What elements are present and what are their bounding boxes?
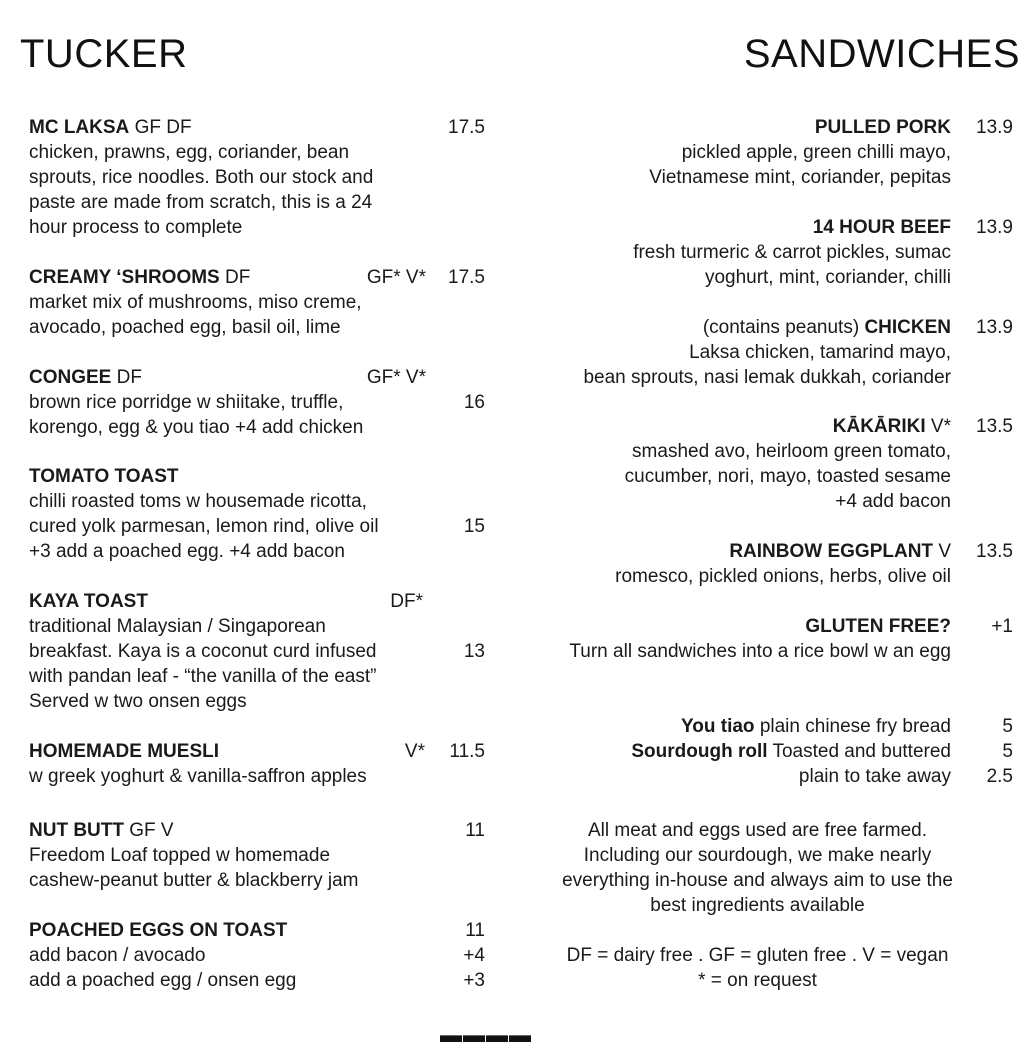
menu-item-desc: bean sprouts, nasi lemak dukkah, coriander bbox=[583, 367, 951, 388]
menu-item-desc: chilli roasted toms w housemade ricotta, bbox=[29, 491, 367, 512]
menu-item-desc: cucumber, nori, mayo, toasted sesame bbox=[624, 466, 951, 487]
menu-item-gluten-free-price: +1 bbox=[991, 616, 1013, 637]
dietary-legend: DF = dairy free . GF = gluten free . V = vegan bbox=[566, 945, 949, 966]
extra-item-takeaway: plain to take away bbox=[798, 766, 951, 787]
dietary-legend-note: * = on request bbox=[698, 970, 817, 991]
menu-item-creamy-shrooms-price: 17.5 bbox=[448, 267, 485, 288]
menu-item-mc-laksa-price: 17.5 bbox=[448, 117, 485, 138]
menu-item-chicken-name: (contains peanuts) CHICKEN bbox=[702, 317, 951, 338]
cropped-heading-fragment: ▬▬▬▬ bbox=[440, 1022, 532, 1047]
menu-item-desc: chicken, prawns, egg, coriander, bean bbox=[29, 142, 350, 163]
menu-item-desc: romesco, pickled onions, herbs, olive oil bbox=[615, 566, 951, 587]
menu-item-desc: pickled apple, green chilli mayo, bbox=[681, 142, 951, 163]
menu-item-desc: with pandan leaf - “the vanilla of the east” bbox=[29, 666, 377, 687]
menu-item-desc: +3 add a poached egg. +4 add bacon bbox=[29, 541, 345, 562]
sandwiches-heading: SANDWICHES bbox=[743, 32, 1020, 76]
addon-price: +3 bbox=[463, 970, 485, 991]
menu-item-desc: add a poached egg / onsen egg bbox=[29, 970, 297, 991]
menu-item-desc: Freedom Loaf topped w homemade bbox=[29, 845, 331, 866]
extra-item-price: 5 bbox=[1002, 741, 1013, 762]
menu-item-desc: Turn all sandwiches into a rice bowl w an egg bbox=[569, 641, 951, 662]
menu-item-options: DF* bbox=[390, 591, 423, 612]
menu-item-tomato-toast-price: 15 bbox=[463, 516, 485, 537]
menu-item-kakariki-name: KĀKĀRIKI V* bbox=[832, 416, 951, 437]
menu-item-desc: Laksa chicken, tamarind mayo, bbox=[689, 342, 951, 363]
menu-item-congee-name: CONGEE DF bbox=[29, 367, 142, 388]
menu-item-desc: smashed avo, heirloom green tomato, bbox=[632, 441, 951, 462]
menu-item-desc: yoghurt, mint, coriander, chilli bbox=[704, 267, 951, 288]
menu-item-kaya-toast-price: 13 bbox=[463, 641, 485, 662]
menu-item-congee-price: 16 bbox=[463, 392, 485, 413]
extra-item-sourdough-roll: Sourdough roll Toasted and buttered bbox=[631, 741, 951, 762]
menu-item-options: GF* V* bbox=[366, 367, 426, 388]
menu-item-desc: +4 add bacon bbox=[835, 491, 951, 512]
menu-item-mc-laksa-name: MC LAKSA GF DF bbox=[29, 117, 192, 138]
menu-item-desc: w greek yoghurt & vanilla-saffron apples bbox=[29, 766, 367, 787]
menu-item-desc: sprouts, rice noodles. Both our stock and bbox=[29, 167, 374, 188]
menu-item-kakariki-price: 13.5 bbox=[976, 416, 1013, 437]
menu-item-rainbow-eggplant-price: 13.5 bbox=[976, 541, 1013, 562]
tucker-heading: TUCKER bbox=[20, 32, 188, 76]
footer-note: All meat and eggs used are free farmed. bbox=[587, 820, 928, 841]
menu-item-desc: market mix of mushrooms, miso creme, bbox=[29, 292, 362, 313]
menu-item-options: GF* V* bbox=[366, 267, 426, 288]
extra-item-price: 5 bbox=[1002, 716, 1013, 737]
menu-item-desc: fresh turmeric & carrot pickles, sumac bbox=[633, 242, 951, 263]
menu-item-homemade-muesli-price: 11.5 bbox=[449, 741, 485, 762]
footer-note: best ingredients available bbox=[650, 895, 865, 916]
extra-item-you-tiao: You tiao plain chinese fry bread bbox=[681, 716, 951, 737]
menu-item-poached-eggs-price: 11 bbox=[465, 920, 485, 941]
menu-item-desc: korengo, egg & you tiao +4 add chicken bbox=[29, 417, 364, 438]
menu-item-rainbow-eggplant-name: RAINBOW EGGPLANT V bbox=[729, 541, 951, 562]
menu-item-14-hour-beef-price: 13.9 bbox=[976, 217, 1013, 238]
menu-item-nut-butt-name: NUT BUTT GF V bbox=[29, 820, 174, 841]
menu-item-pulled-pork-price: 13.9 bbox=[976, 117, 1013, 138]
menu-item-desc: add bacon / avocado bbox=[29, 945, 206, 966]
menu-item-14-hour-beef-name: 14 HOUR BEEF bbox=[812, 217, 951, 238]
menu-item-pulled-pork-name: PULLED PORK bbox=[814, 117, 951, 138]
addon-price: +4 bbox=[463, 945, 485, 966]
menu-item-desc: traditional Malaysian / Singaporean bbox=[29, 616, 326, 637]
menu-item-desc: Vietnamese mint, coriander, pepitas bbox=[649, 167, 951, 188]
menu-item-nut-butt-price: 11 bbox=[465, 820, 485, 841]
footer-note: Including our sourdough, we make nearly bbox=[583, 845, 932, 866]
menu-item-tomato-toast-name: TOMATO TOAST bbox=[29, 466, 179, 487]
menu-item-desc: cashew-peanut butter & blackberry jam bbox=[29, 870, 359, 891]
menu-item-desc: cured yolk parmesan, lemon rind, olive oil bbox=[29, 516, 379, 537]
menu-item-desc: avocado, poached egg, basil oil, lime bbox=[29, 317, 341, 338]
menu-item-homemade-muesli-name: HOMEMADE MUESLI bbox=[29, 741, 219, 762]
menu-item-desc: breakfast. Kaya is a coconut curd infused bbox=[29, 641, 377, 662]
menu-item-desc: brown rice porridge w shiitake, truffle, bbox=[29, 392, 344, 413]
menu-item-creamy-shrooms-name: CREAMY ‘SHROOMS DF bbox=[29, 267, 251, 288]
menu-item-poached-eggs-name: POACHED EGGS ON TOAST bbox=[29, 920, 288, 941]
menu-item-desc: hour process to complete bbox=[29, 217, 243, 238]
menu-item-desc: paste are made from scratch, this is a 24 bbox=[29, 192, 373, 213]
menu-item-chicken-price: 13.9 bbox=[976, 317, 1013, 338]
menu-item-options: V* bbox=[404, 741, 425, 762]
menu-item-kaya-toast-name: KAYA TOAST bbox=[29, 591, 148, 612]
menu-item-desc: Served w two onsen eggs bbox=[29, 691, 247, 712]
menu-item-gluten-free-name: GLUTEN FREE? bbox=[805, 616, 951, 637]
extra-item-price: 2.5 bbox=[986, 766, 1013, 787]
footer-note: everything in-house and always aim to use the bbox=[562, 870, 953, 891]
